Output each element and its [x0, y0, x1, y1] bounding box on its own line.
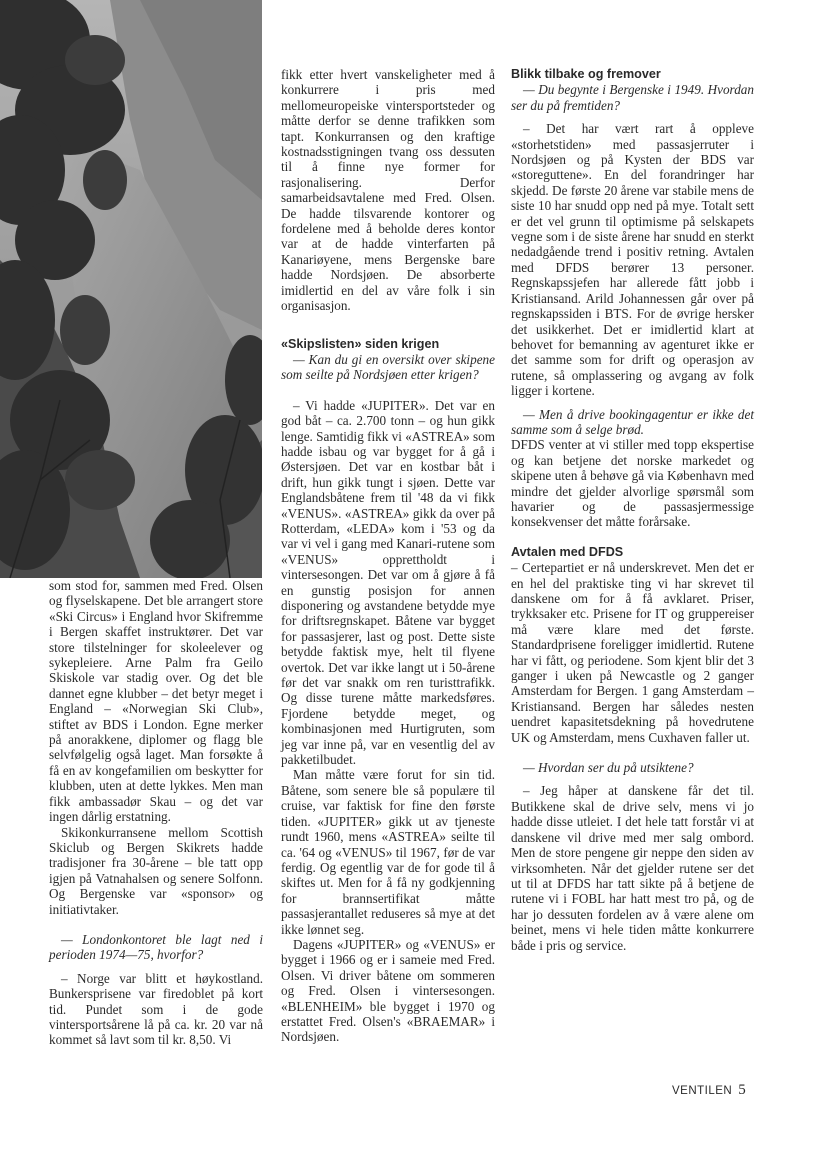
paragraph: – Det har vært rart å oppleve «storhetstiden» med passasjerruter i Nordsjøen og på Kysten der BDS var «storeguttene». En del forandringer har skjedd. De første 20 årene var stabile mens de siste 10 har snudd opp ned på mye. Totalt sett er det vel grunn til optimisme på selskapets vegne som i de siste årene har snudd en sterkt nedadgående trend i positiv retning. Avtalen med DFDS berører 13 personer. Regnskapssjefen har allerede fått jobb i Kristiansand. Arild Johannessen går over på regnskapssiden i BTS. For de øvrige hersker det usikkerhet. Det er imidlertid klart at behovet for bemanning av agenturet ikke er det samme som for drift og operasjon av rutene, så omplassering og avgang av folk ligger i kortene.	[511, 121, 754, 399]
fjord-photo	[0, 0, 262, 578]
interview-question: — Kan du gi en oversikt over skipene som seilte på Nordsjøen etter krigen?	[281, 351, 495, 383]
paragraph: – Vi hadde «JUPITER». Det var en god båt – ca. 2.700 tonn – og hun gikk lenge. Samtidig fikk vi «ASTREA» som hadde isbau og var bygget for å gå i Østersjøen. Det var en kostbar båt i drift, hun gikk tungt i sjøen. Dette var Englandsbåtene frem til '48 da vi fikk «VENUS». «ASTREA» gikk da over på Rotterdam, «LEDA» kom i '53 og da var vi vel i gang med Kanari-rutene som «VENUS» opprettholdt i vintersesongen. Det var om å gjøre å få en gunstig posisjon for annen disponering og avstandene betydde mye for driftsregnskapet. Båtene var bygget for passasjerer, last og post. Dette siste betydde faktisk mye, helt til flyene overtok. Det var ikke langt ut i 50-årene før det var snakk om ren turisttrafikk. Og disse turene måtte markedsføres. Fjordene betydde meget, og kombinasjonen med Hurtigruten, som jeg var inne på, var en vesentlig del av pakketilbudet.	[281, 397, 495, 768]
column-left	[49, 578, 263, 1048]
column-right	[511, 67, 754, 953]
page-footer	[672, 1082, 746, 1099]
paragraph: DFDS venter at vi stiller med topp ekspertise og kan betjene det norske markedet og skipene uten å behøve gå via København med mindre det gjelder alvorlige spørsmål som havarier og de passasjermessige konsekvenser det måtte forårsake.	[511, 437, 754, 530]
column-middle	[281, 67, 495, 1045]
paragraph: Man måtte være forut for sin tid. Båtene, som senere ble så populære til cruise, var faktisk for fine den første tiden. «JUPITER» gikk ut av tjeneste rundt 1960, mens «ASTREA» seilte til ca. '64 og «VENUS» til 1967, før de var ferdig. Og egentlig var de for gode til å skiftes ut. Men for å få ny godkjenning for brannsertifikat måtte passasjerantallet reduseres så mye at det ikke lønnet seg.	[281, 767, 495, 937]
fjord-landscape-photo-icon	[0, 0, 262, 578]
paragraph: fikk etter hvert vanskeligheter med å konkurrere i pris med mellomeuropeiske vintersportsteder og måtte derfor se denne trafikken som tapt. Konkurransen og den kraftige kostnadsstigningen tvang oss dessuten til å finne nye former for rasjonalisering. Derfor samarbeidsavtalene med Fred. Olsen. De hadde tilsvarende kontorer og fordelene med å beholde deres kontor var at de hadde vinterfarten på Kanariøyene, mens Bergenske bare hadde Nordsjøen. De absorberte imidlertid en del av våre folk i sin organisasjon.	[281, 67, 495, 314]
interview-question: — Du begynte i Bergenske i 1949. Hvordan ser du på fremtiden?	[511, 82, 754, 113]
interview-question: — Men å drive bookingagentur er ikke det samme som å selge brød.	[511, 406, 754, 437]
section-heading: Avtalen med DFDS	[511, 544, 624, 559]
paragraph: – Certepartiet er nå underskrevet. Men det er en hel del praktiske ting vi har skrevet til danskene om for å få avklaret. Priser, trykksaker etc. Prisene for IT og gruppereiser må være klare med det første. Standardprisene foreligger imidlertid. Rutene har vi fått, og periodene. Som kjent blir det 3 ganger i uken på Newcastle og 2 ganger Amsterdam for Bergen. 1 gang Amsterdam – Kristiansand. Bergen har således nesten uendret kapasitetsdekning på hovedrutene UK og Amsterdam, mens Cuxhaven faller ut.	[511, 560, 754, 745]
section-heading: «Skipslisten» siden krigen	[281, 336, 440, 351]
section-heading: Blikk tilbake og fremover	[511, 67, 661, 81]
paragraph: – Jeg håper at danskene får det til. Butikkene skal de drive selv, mens vi jo hadde disse utleiet. I det hele tatt forstår vi at danskene vil drive med mer salg ombord. Men de store pengene gir neppe den siden av virksomheten. Når det gjelder rutene ser det ut til at DFDS har tatt sikte på å betjene de rutene vi i FOBL har hatt mest tro på, og de har jo dessuten fordelen av å være alene om beinet, mens vi hele tiden måtte konkurrere både i pris og service.	[511, 783, 754, 953]
paragraph: Skikonkurransene mellom Scottish Skiclub og Bergen Skikrets hadde tradisjoner fra 30-årene – ble tatt opp igjen på Vatnahalsen og senere Solfonn. Og Bergenske var «sponsor» og initiativtaker.	[49, 824, 263, 917]
interview-question: — Hvordan ser du på utsiktene?	[523, 760, 694, 776]
magazine-name: VENTILEN	[672, 1085, 733, 1097]
page-number: 5	[738, 1082, 747, 1098]
paragraph: Dagens «JUPITER» og «VENUS» er bygget i 1966 og er i sameie med Fred. Olsen. Vi driver båtene om sommeren og Fred. Olsen i vintersesongen. «BLENHEIM» ble bygget i 1970 og erstattet Fred. Olsen's «BRAEMAR» i Nordsjøen.	[281, 936, 495, 1045]
paragraph: – Norge var blitt et høykostland. Bunkersprisene var firedoblet på kort tid. Pundet som i de gode vintersportsårene lå på ca. kr. 20 var nå kommet så lavt som til kr. 8,50. Vi	[49, 970, 263, 1048]
paragraph: som stod for, sammen med Fred. Olsen og flyselskapene. Det ble arrangert store «Ski Circus» i England hvor Skifremme i Bergen skaffet instruktører. Det var store tilstelninger for skoleelever og sykepleiere. Arne Palm fra Geilo Skiskole var stadig over. Og det ble dannet egne klubber – det betyr meget i England – «Norwegian Ski Club», stiftet av BDS i London. Egne merker på anorakkene, diplomer og flagg ble selvfølgelig også laget. Man forsøkte å få en av kongefamilien om beskytter for klubben, uten at dette lykkes. Men man fikk ambassadør Skau – og det var ingen dårlig erstatning.	[49, 578, 263, 825]
interview-question: — Londonkontoret ble lagt ned i perioden 1974—75, hvorfor?	[49, 931, 263, 963]
